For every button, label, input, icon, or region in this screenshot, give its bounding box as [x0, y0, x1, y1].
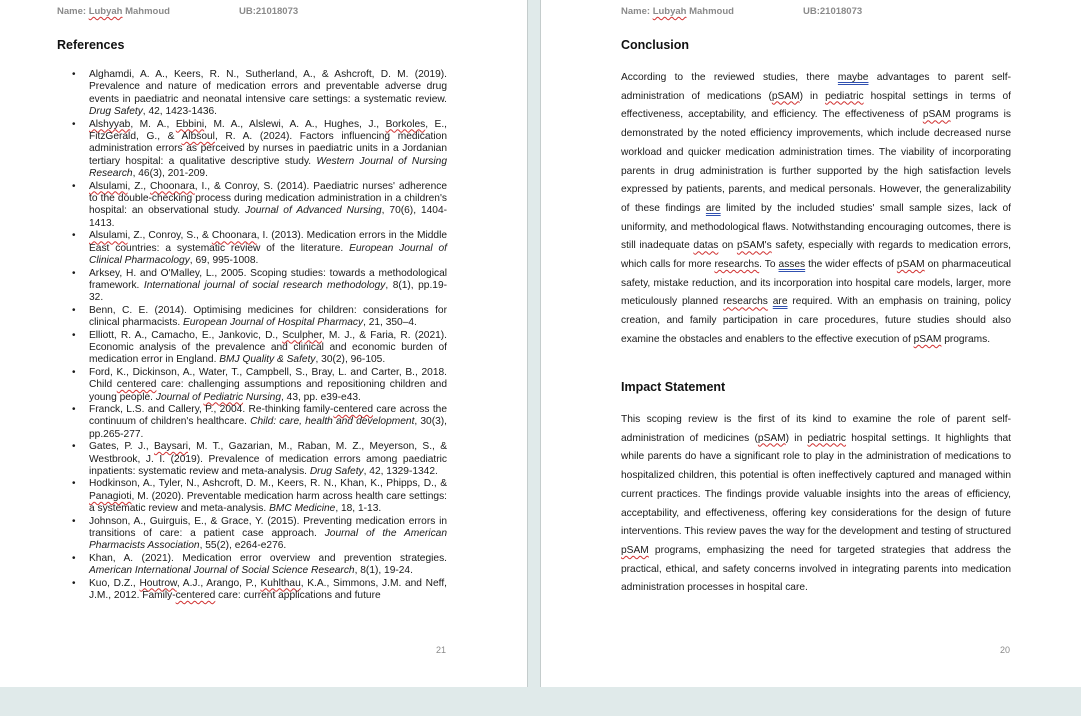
- reference-item: • Kuo, D.Z., Houtrow, A.J., Arango, P., Kuhlthau, K.A., Simmons, J.M. and Neff, J.M., 2012. Family-centered care: current applications and future: [89, 578, 447, 603]
- reference-item: • Alsulami, Z., Choonara, I., & Conroy, S. (2014). Paediatric nurses' adherence to the double-checking process during medication administration in a children's hospital: an observational study. Journal of Advanced Nursing, 70(6), 1404-1413.: [89, 181, 447, 231]
- impact-statement-heading: Impact Statement: [621, 380, 726, 394]
- document-page-left: [0, 0, 528, 687]
- reference-journal: International journal of social research methodology: [143, 279, 386, 291]
- reference-item: • Alsulami, Z., Conroy, S., & Choonara, I. (2013). Medication errors in the Middle East countries: a systematic review of the literature. European Journal of Clinical Pharmacology, 69, 995-1008.: [89, 230, 447, 267]
- reference-journal: Western Journal of Nursing Research: [89, 155, 447, 180]
- reference-item: • Elliott, R. A., Camacho, E., Jankovic, D., Sculpher, M. J., & Faria, R. (2021). Economic analysis of the prevalence and clinical and economic burden of medication error in England. BMJ Quality & Safety, 30(2), 96-105.: [89, 330, 447, 367]
- reference-item: • Khan, A. (2021). Medication error overview and prevention strategies. American International Journal of Social Science Research, 8(1), 19-24.: [89, 553, 447, 578]
- page-number: 20: [1000, 645, 1011, 655]
- impact-statement-paragraph: This scoping review is the first of its kind to examine the role of parent self-administration of medicines (pSAM) in pediatric hospital settings. It highlights that while parents do have a significant role to play in the administration of medications to hospitalized children, this potential is often ineffectively captured and managed within current practices. The findings provide valuable insights into the areas of efficiency, acceptability, and effectiveness, offering key considerations for the design of future interventions. This review paves the way for the development and testing of structured pSAM programs, emphasizing the need for targeted strategies that address the practical, ethical, and safety concerns involved in integrating parents into medication administration processes in hospital care.: [621, 414, 1012, 594]
- reference-journal: European Journal of Hospital Pharmacy: [182, 317, 364, 329]
- student-id: UB:21018073: [239, 6, 299, 17]
- reference-journal: BMC Medicine: [269, 503, 336, 515]
- page-number: 21: [436, 645, 447, 655]
- reference-journal: Drug Safety: [309, 466, 364, 477]
- reference-journal: Child: care, health and development: [250, 416, 415, 428]
- reference-item: • Ford, K., Dickinson, A., Water, T., Campbell, S., Bray, L. and Carter, B., 2018. Child centered care: challenging assumptions and repositioning children and young people. Journal of Pediatric Nursing, 43, pp. e39-e43.: [89, 367, 447, 404]
- conclusion-paragraph: According to the reviewed studies, there maybe advantages to parent self-administration of medications (pSAM) in pediatric hospital settings in terms of effectiveness, acceptability, and efficiency. The effectiveness of pSAM programs is demonstrated by the noted efficiency improvements, which include decreased nurse workload and quicker medication administration times. The viability of incorporating parents in drug administration is further supported by the high satisfaction levels expressed by patients, parents, and medical personals. However, the generalizability of these findings are limited by the included studies' small sample sizes, lack of uniformity, and methodological flaws. Notwithstanding encouraging outcomes, there is still inadequate datas on pSAM's safety, especially with regards to medication errors, which calls for more researchs. To asses the wider effects of pSAM on pharmaceutical safety, mistake reduction, and its incorporation into hospital care models, larger, more meticulously planned researchs are required. With an emphasis on training, policy creation, and family participation in care procedures, future studies should also examine the obstacles and enablers to the effective execution of pSAM programs.: [621, 72, 1012, 345]
- author-name: Name: Lubyah Mahmoud: [621, 6, 734, 17]
- reference-journal: American International Journal of Social Science Research: [89, 565, 355, 577]
- references-heading: References: [57, 38, 125, 52]
- reference-journal: Journal of Advanced Nursing: [244, 205, 382, 217]
- reference-item: • Arksey, H. and O'Malley, L., 2005. Scoping studies: towards a methodological framework. International journal of social research methodology, 8(1), pp.19-32.: [89, 268, 447, 305]
- conclusion-heading: Conclusion: [621, 38, 690, 52]
- reference-item: • Alghamdi, A. A., Keers, R. N., Sutherland, A., & Ashcroft, D. M. (2019). Prevalence and nature of medication errors and preventable adverse drug events in paediatric and neonatal intensive care settings: a systematic review. Drug Safety, 42, 1423-1436.: [89, 69, 447, 119]
- document-page-right: [540, 0, 1081, 687]
- reference-item: • Benn, C. E. (2014). Optimising medicines for children: considerations for clinical pharmacists. European Journal of Hospital Pharmacy, 21, 350–4.: [89, 305, 447, 330]
- reference-journal: Journal of the American Pharmacists Association: [89, 528, 447, 552]
- student-id: UB:21018073: [803, 6, 863, 17]
- page-header: [57, 6, 299, 17]
- reference-item: • Gates, P. J., Baysari, M. T., Gazarian, M., Raban, M. Z., Meyerson, S., & Westbrook, J. I. (2019). Prevalence of medication errors among paediatric inpatients: systematic review and meta-analysis. Drug Safety, 42, 1329-1342.: [89, 441, 447, 478]
- reference-journal: Journal of Pediatric Nursing: [155, 391, 281, 403]
- reference-item: • Alshyyab, M. A., Ebbini, M. A., Alslewi, A. A., Hughes, J., Borkoles, E., FitzGerald, G., & Albsoul, R. A. (2024). Factors influencing medication administration errors as perceived by nurses in paediatric units in a Jordanian tertiary hospital: a qualitative descriptive study. Western Journal of Nursing Research, 46(3), 201-209.: [89, 119, 447, 181]
- reference-item: • Johnson, A., Guirguis, E., & Grace, Y. (2015). Preventing medication errors in transitions of care: a patient case approach. Journal of the American Pharmacists Association, 55(2), e264-e276.: [89, 516, 447, 553]
- reference-journal: Drug Safety: [89, 106, 143, 118]
- page-header: [621, 6, 863, 17]
- reference-item: • Franck, L.S. and Callery, P., 2004. Re-thinking family-centered care across the continuum of children's healthcare. Child: care, health and development, 30(3), pp.265-277.: [89, 404, 447, 441]
- author-name: Name: Lubyah Mahmoud: [57, 6, 170, 17]
- reference-list: [89, 69, 447, 602]
- reference-journal: European Journal of Clinical Pharmacology: [89, 242, 447, 267]
- reference-journal: BMJ Quality & Safety: [219, 354, 316, 366]
- reference-item: • Hodkinson, A., Tyler, N., Ashcroft, D. M., Keers, R. N., Khan, K., Phipps, D., & Panagioti, M. (2020). Preventable medication harm across health care settings: a systematic review and meta-analysis. BMC Medicine, 18, 1-13.: [89, 478, 447, 515]
